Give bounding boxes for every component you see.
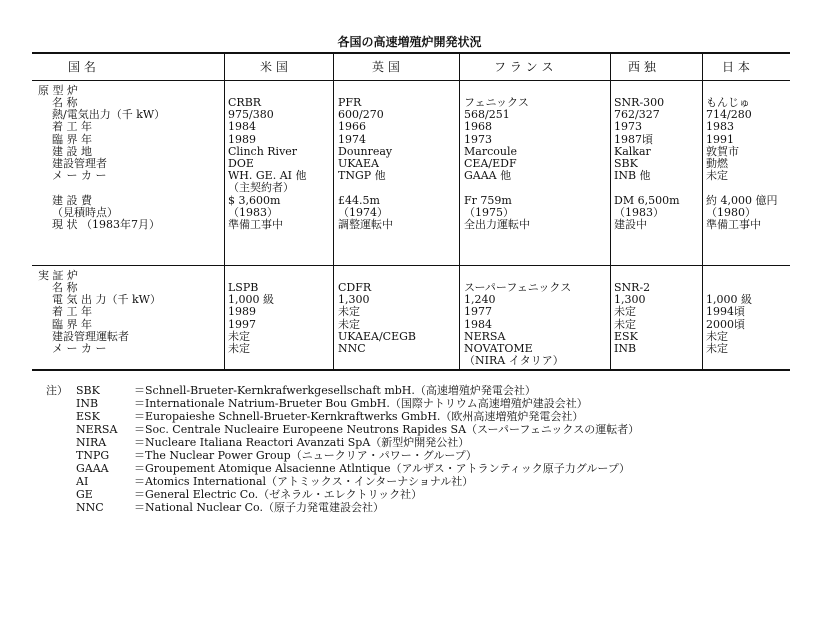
- cell: 調整運転中: [338, 217, 393, 231]
- cell: NOVATOME: [464, 341, 533, 355]
- note-row: [46, 436, 639, 449]
- note-prefix: 注）: [46, 384, 68, 397]
- cell: 未定: [338, 305, 360, 319]
- row-label: 名 称: [52, 96, 78, 109]
- demo-labels: [52, 282, 161, 355]
- cell: 1989: [228, 132, 256, 146]
- demo-section-title: 実 証 炉: [38, 269, 78, 282]
- note-abbr: NERSA: [76, 423, 118, 436]
- row-label: 臨 界 年: [52, 132, 92, 146]
- note-row: [46, 462, 639, 475]
- cell: 1989: [228, 305, 256, 319]
- header-uk: 英 国: [372, 60, 400, 74]
- proto-us-column: [228, 97, 307, 231]
- note-text: ＝National Nuclear Co.（原子力発電建設会社）: [134, 501, 384, 514]
- note-row: [46, 384, 639, 397]
- cell: スーパーフェニックス: [464, 281, 572, 294]
- page-title: 各国の高速増殖炉開発状況: [337, 35, 482, 49]
- header-west-germany: 西 独: [628, 60, 656, 74]
- cell: 未定: [706, 329, 728, 343]
- proto-section-title: 原 型 炉: [38, 84, 78, 97]
- note-abbr: TNPG: [76, 449, 110, 462]
- note-text: ＝Internationale Natrium-Brueter Bou GmbH.（国際ナトリウム高速増殖炉建設会社）: [134, 397, 588, 410]
- note-text: ＝The Nuclear Power Group（ニュークリア・パワー・グループ）: [134, 449, 477, 462]
- cell: 1984: [228, 120, 256, 134]
- cell: [706, 182, 777, 194]
- demo-us-column: [228, 282, 274, 355]
- header-us: 米 国: [260, 60, 288, 74]
- cell: 未定: [706, 169, 728, 183]
- column-divider: [333, 54, 334, 369]
- cell: £44.5m: [338, 193, 380, 207]
- row-label: 建設管理者: [52, 156, 107, 170]
- cell: 未定: [228, 329, 250, 343]
- column-divider: [702, 54, 703, 369]
- cell: UKAEA: [338, 156, 379, 170]
- cell: （1983）: [614, 205, 664, 219]
- cell: NERSA: [464, 329, 506, 343]
- row-label: メ ー カ ー: [52, 169, 107, 183]
- cell: 未定: [614, 305, 636, 319]
- row-label: 現 状 （1983年7月）: [52, 217, 160, 231]
- cell: 1997: [228, 317, 256, 331]
- cell: ESK: [614, 329, 638, 343]
- cell: GAAA 他: [464, 169, 512, 183]
- row-label: （見積時点）: [52, 205, 118, 219]
- cell: 2000頃: [706, 317, 745, 331]
- header-label: 国 名: [68, 60, 96, 74]
- cell: 1,240: [464, 293, 496, 307]
- cell: 568/251: [464, 108, 510, 122]
- cell: 1994頃: [706, 305, 745, 319]
- cell: 1987頃: [614, 132, 653, 146]
- header-country-name: [32, 55, 224, 79]
- cell: [338, 182, 393, 194]
- note-row: [46, 488, 639, 501]
- cell: 1977: [464, 305, 492, 319]
- cell: （1975）: [464, 205, 514, 219]
- cell: 762/327: [614, 108, 660, 122]
- cell: SBK: [614, 156, 638, 170]
- cell: 未定: [614, 317, 636, 331]
- cell: DOE: [228, 156, 254, 170]
- cell: 動燃: [706, 156, 728, 170]
- cell: 1,000 級: [706, 293, 752, 307]
- column-divider: [610, 54, 611, 369]
- cell: 未定: [706, 341, 728, 355]
- cell: （NIRA イタリア）: [464, 354, 564, 368]
- cell: 未定: [338, 317, 360, 331]
- row-label: 電 気 出 力（千 kW）: [52, 293, 161, 307]
- cell: 975/380: [228, 108, 274, 122]
- row-label: 着 工 年: [52, 120, 92, 134]
- demo-west-germany-column: [614, 282, 650, 355]
- cell: 準備工事中: [228, 217, 283, 231]
- note-text: ＝Nucleare Italiana Reactori Avanzati SpA（新型炉開発公社）: [134, 436, 470, 449]
- cell: 600/270: [338, 108, 384, 122]
- cell: 714/280: [706, 108, 752, 122]
- note-text: ＝General Electric Co.（ゼネラル・エレクトリック社）: [134, 488, 423, 501]
- note-abbr: AI: [76, 475, 89, 488]
- cell: CDFR: [338, 281, 372, 294]
- cell: DM 6,500m: [614, 193, 680, 207]
- column-divider: [224, 54, 225, 369]
- cell: SNR-2: [614, 281, 651, 294]
- cell: UKAEA/CEGB: [338, 329, 416, 343]
- note-row: [46, 423, 639, 436]
- cell: 1973: [614, 120, 642, 134]
- cell: CEA/EDF: [464, 156, 517, 170]
- cell: Marcoule: [464, 144, 517, 158]
- cell: Clinch River: [228, 144, 298, 158]
- section-divider: [32, 265, 790, 266]
- cell: （1974）: [338, 205, 388, 219]
- cell: 1984: [464, 317, 492, 331]
- cell: INB 他: [614, 169, 651, 183]
- cell: （主契約者）: [228, 181, 294, 195]
- note-row: [46, 475, 639, 488]
- abbreviation-notes: [46, 384, 639, 514]
- note-abbr: NIRA: [76, 436, 107, 449]
- column-divider: [459, 54, 460, 369]
- cell: Dounreay: [338, 144, 393, 158]
- cell: PFR: [338, 96, 362, 109]
- header-france: フ ラ ン ス: [494, 60, 554, 74]
- proto-uk-column: [338, 97, 393, 231]
- cell: SNR-300: [614, 96, 665, 109]
- row-label: 建 設 地: [52, 144, 92, 158]
- cell: （1983）: [228, 205, 278, 219]
- cell: NNC: [338, 341, 366, 355]
- cell: 建設中: [614, 217, 647, 231]
- row-label: 建 設 費: [52, 193, 92, 207]
- cell: 1974: [338, 132, 366, 146]
- demo-france-column: [464, 282, 571, 367]
- cell: 1973: [464, 132, 492, 146]
- cell: 敦賀市: [706, 144, 739, 158]
- demo-uk-column: [338, 282, 416, 355]
- cell: 約 4,000 億円: [706, 193, 778, 207]
- cell: $ 3,600m: [228, 193, 281, 207]
- row-label: [52, 182, 165, 194]
- note-text: ＝Atomics International（アトミックス・インターナショナル社）: [134, 475, 474, 488]
- note-text: ＝Soc. Centrale Nucleaire Europeene Neutrons Rapides SA（スーパーフェニックスの運転者）: [134, 423, 640, 436]
- note-abbr: NNC: [76, 501, 104, 514]
- note-row: [46, 501, 639, 514]
- cell: フェニックス: [464, 96, 529, 109]
- cell: TNGP 他: [338, 169, 386, 183]
- cell: （1980）: [706, 205, 756, 219]
- note-row: [46, 397, 639, 410]
- note-abbr: SBK: [76, 384, 100, 397]
- header-divider: [32, 80, 790, 81]
- row-label: 建設管理運転者: [52, 329, 129, 343]
- cell: 未定: [228, 341, 250, 355]
- cell: 1966: [338, 120, 366, 134]
- note-text: ＝Groupement Atomique Alsacienne Atlntique（アルザス・アトランティック原子力グループ）: [134, 462, 630, 475]
- cell: LSPB: [228, 281, 259, 294]
- note-row: [46, 449, 639, 462]
- header-japan: 日 本: [722, 60, 750, 74]
- note-row: [46, 410, 639, 423]
- cell: 1983: [706, 120, 734, 134]
- note-abbr: INB: [76, 397, 99, 410]
- note-text: ＝Schnell-Brueter-Kernkrafwerkgesellschaft mbH.（高速増殖炉発電会社）: [134, 384, 536, 397]
- cell: 1,300: [614, 293, 646, 307]
- row-label: 名 称: [52, 281, 78, 294]
- cell: Kalkar: [614, 144, 651, 158]
- note-text: ＝Europaieshe Schnell-Brueter-Kernkraftwerks GmbH.（欧州高速増殖炉発電会社）: [134, 410, 584, 423]
- row-label: 臨 界 年: [52, 317, 92, 331]
- note-abbr: GE: [76, 488, 93, 501]
- note-abbr: GAAA: [76, 462, 109, 475]
- cell: Fr 759m: [464, 193, 512, 207]
- demo-japan-column: [706, 282, 752, 355]
- row-label: メ ー カ ー: [52, 341, 107, 355]
- cell: もんじゅ: [706, 96, 750, 109]
- cell: 1,000 級: [228, 293, 274, 307]
- proto-france-column: [464, 97, 530, 231]
- proto-labels: [52, 97, 165, 231]
- cell: INB: [614, 341, 637, 355]
- cell: CRBR: [228, 96, 262, 109]
- cell: 1968: [464, 120, 492, 134]
- cell: 全出力運転中: [464, 217, 530, 231]
- cell: 準備工事中: [706, 217, 761, 231]
- proto-west-germany-column: [614, 97, 680, 231]
- fbr-status-table: [32, 52, 790, 371]
- cell: WH. GE. AI 他: [228, 169, 307, 183]
- cell: 1,300: [338, 293, 370, 307]
- note-abbr: ESK: [76, 410, 100, 423]
- proto-japan-column: [706, 97, 777, 231]
- row-label: 着 工 年: [52, 305, 92, 319]
- cell: 1991: [706, 132, 734, 146]
- row-label: 熱/電気出力（千 kW）: [52, 108, 166, 122]
- cell: [464, 182, 530, 194]
- cell: [614, 182, 680, 194]
